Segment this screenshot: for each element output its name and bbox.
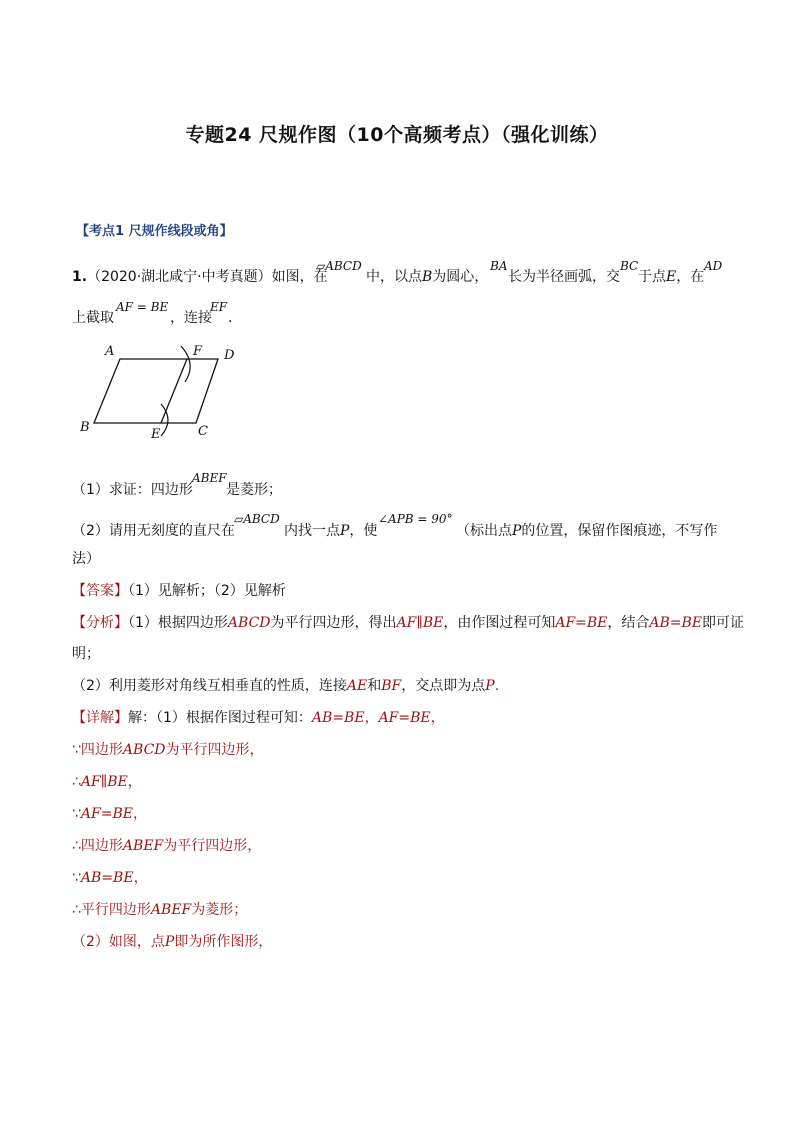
math-parallelogram: ▱ABCD xyxy=(316,259,362,273)
detail-line-5: ∴四边形ABEF为平行四边形， xyxy=(72,838,262,854)
math-AF-eq-BE: AF = BE xyxy=(116,300,169,314)
detail-line-2: ∵四边形ABCD为平行四边形， xyxy=(72,742,264,758)
detail-line-8: （2）如图，点P即为所作图形， xyxy=(72,934,273,950)
subquestion-1: （1）求证：四边形 xyxy=(72,482,193,498)
math-ABEF: ABEF xyxy=(192,471,227,485)
question-number: 1 xyxy=(72,269,82,285)
label-E: E xyxy=(151,427,161,442)
detail-line-3: ∴AF∥BE， xyxy=(72,774,142,790)
math-angle-APB: ∠APB = 90° xyxy=(378,512,453,526)
label-D: D xyxy=(224,348,235,363)
math-BA: BA xyxy=(490,259,508,273)
detail-line-7: ∴平行四边形ABEF为菱形； xyxy=(72,902,248,918)
detail-line-6: ∵AB=BE， xyxy=(72,870,148,886)
label-B: B xyxy=(80,420,90,435)
answer-line: 【答案】（1）见解析；（2）见解析 xyxy=(72,583,286,599)
math-EF: EF xyxy=(210,300,228,314)
question-line-1: 1.（2020·湖北咸宁·中考真题）如图，在 xyxy=(72,269,328,285)
math-parallelogram-2: ▱ABCD xyxy=(234,512,280,526)
math-AD: AD xyxy=(704,259,723,273)
analysis-line-1: 【分析】（1）根据四边形ABCD为平行四边形，得出AF∥BE，由作图过程可知AF=BE，结合AB=BE即可证 xyxy=(72,615,745,631)
section-heading: 【考点1 尺规作线段或角】 xyxy=(76,224,233,239)
question-source: （2020·湖北咸宁·中考真题） xyxy=(87,269,272,285)
segment-EF xyxy=(161,359,187,423)
label-A: A xyxy=(105,344,115,359)
label-C: C xyxy=(198,424,208,439)
detail-line-1: 【详解】解：（1）根据作图过程可知：AB=BE，AF=BE， xyxy=(72,710,445,726)
analysis-line-2: （2）利用菱形对角线互相垂直的性质，连接AE和BF，交点即为点P. xyxy=(72,678,500,694)
parallelogram-figure xyxy=(75,340,255,445)
subquestion-2: （2）请用无刻度的直尺在 xyxy=(72,523,235,539)
detail-tag: 【详解】 xyxy=(72,710,128,726)
label-F: F xyxy=(193,344,203,359)
math-BC: BC xyxy=(620,259,639,273)
parallelogram-ABCD xyxy=(94,359,218,423)
answer-tag: 【答案】 xyxy=(72,583,128,599)
analysis-tag: 【分析】 xyxy=(72,615,128,631)
page-title: 专题24 尺规作图（10个高频考点）（强化训练） xyxy=(185,124,609,146)
detail-line-4: ∵AF=BE， xyxy=(72,806,147,822)
